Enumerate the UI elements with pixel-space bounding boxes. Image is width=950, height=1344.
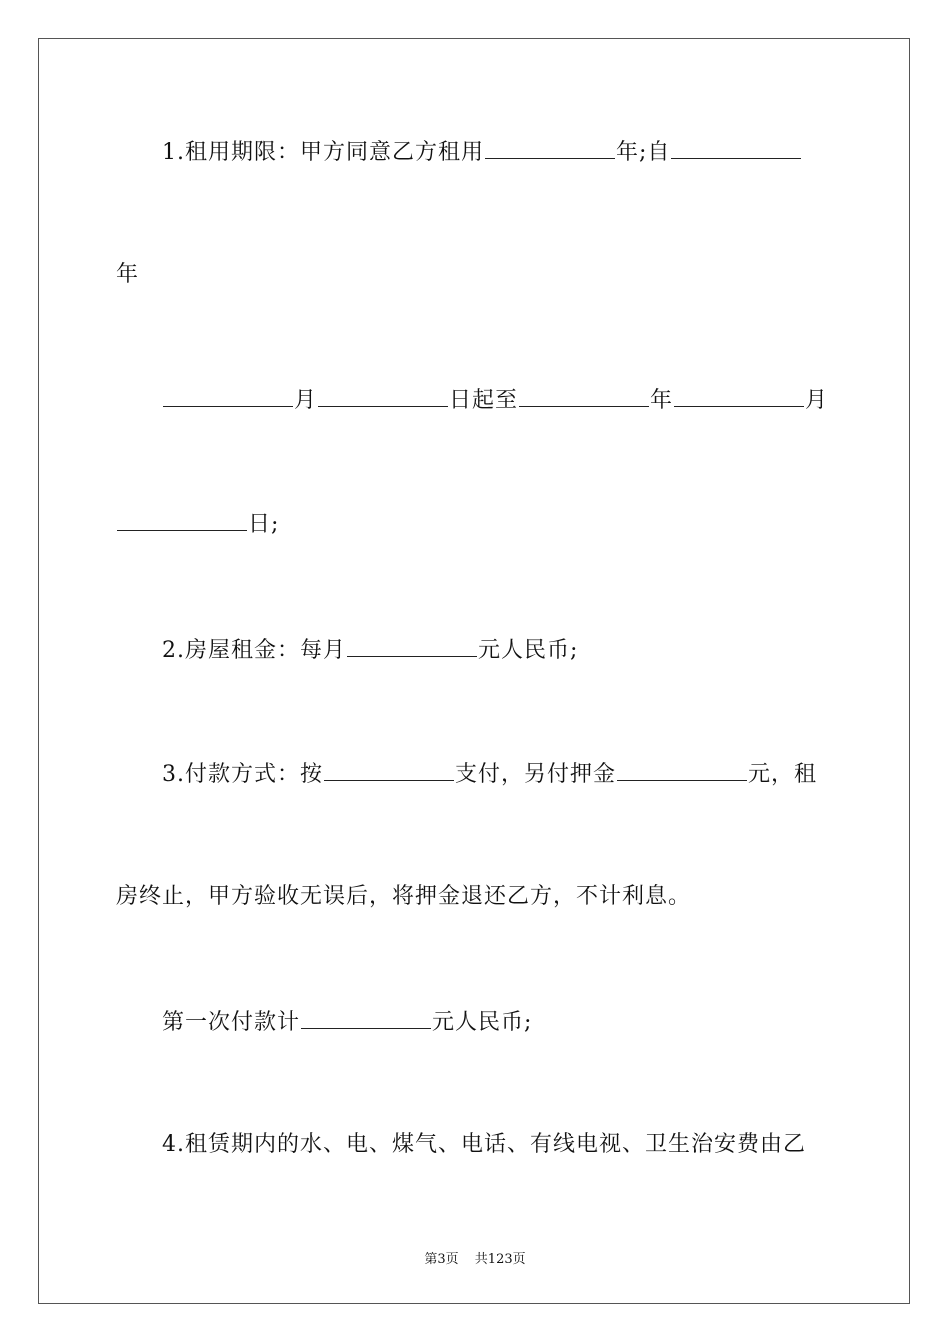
text: 4.租赁期内的水、电、煤气、电话、有线电视、卫生治安费由乙 — [162, 1132, 806, 1157]
text: 年;自 — [616, 140, 671, 165]
blank-field[interactable] — [324, 762, 454, 781]
blank-field[interactable] — [117, 512, 247, 531]
blank-field[interactable] — [671, 140, 801, 159]
page-footer — [0, 1248, 950, 1267]
blank-field[interactable] — [163, 388, 293, 407]
clause-2 — [162, 638, 578, 662]
page-number: 第3页 — [424, 1252, 459, 1267]
clause-4-line-1 — [162, 1134, 806, 1156]
text: 元人民币; — [432, 1010, 533, 1035]
text: 第一次付款计 — [162, 1010, 301, 1035]
clause-3-line-2 — [116, 886, 691, 908]
page-total: 共123页 — [474, 1252, 526, 1267]
text: 元人民币; — [478, 638, 579, 663]
text: 元，租 — [748, 762, 818, 787]
clause-1-line-1 — [162, 140, 802, 164]
text: 1.租用期限：甲方同意乙方租用 — [162, 140, 484, 165]
text: 3.付款方式：按 — [162, 762, 323, 787]
blank-field[interactable] — [674, 388, 804, 407]
page-border — [38, 38, 910, 1304]
text: 日; — [248, 512, 280, 537]
blank-field[interactable] — [347, 638, 477, 657]
text: 房终止，甲方验收无误后，将押金退还乙方，不计利息。 — [116, 884, 692, 909]
text: 日起至 — [449, 388, 519, 413]
blank-field[interactable] — [301, 1010, 431, 1029]
clause-3-line-1 — [162, 762, 817, 786]
clause-1-line-4 — [116, 512, 279, 536]
blank-field[interactable] — [617, 762, 747, 781]
blank-field[interactable] — [519, 388, 649, 407]
blank-field[interactable] — [318, 388, 448, 407]
text: 月 — [805, 388, 829, 413]
clause-1-line-3 — [162, 388, 828, 412]
text: 年 — [650, 388, 674, 413]
clause-1-line-2 — [116, 264, 139, 286]
text: 年 — [116, 262, 140, 287]
text: 2.房屋租金：每月 — [162, 638, 346, 663]
text: 月 — [294, 388, 318, 413]
text: 支付，另付押金 — [455, 762, 617, 787]
blank-field[interactable] — [485, 140, 615, 159]
first-payment — [162, 1010, 532, 1034]
